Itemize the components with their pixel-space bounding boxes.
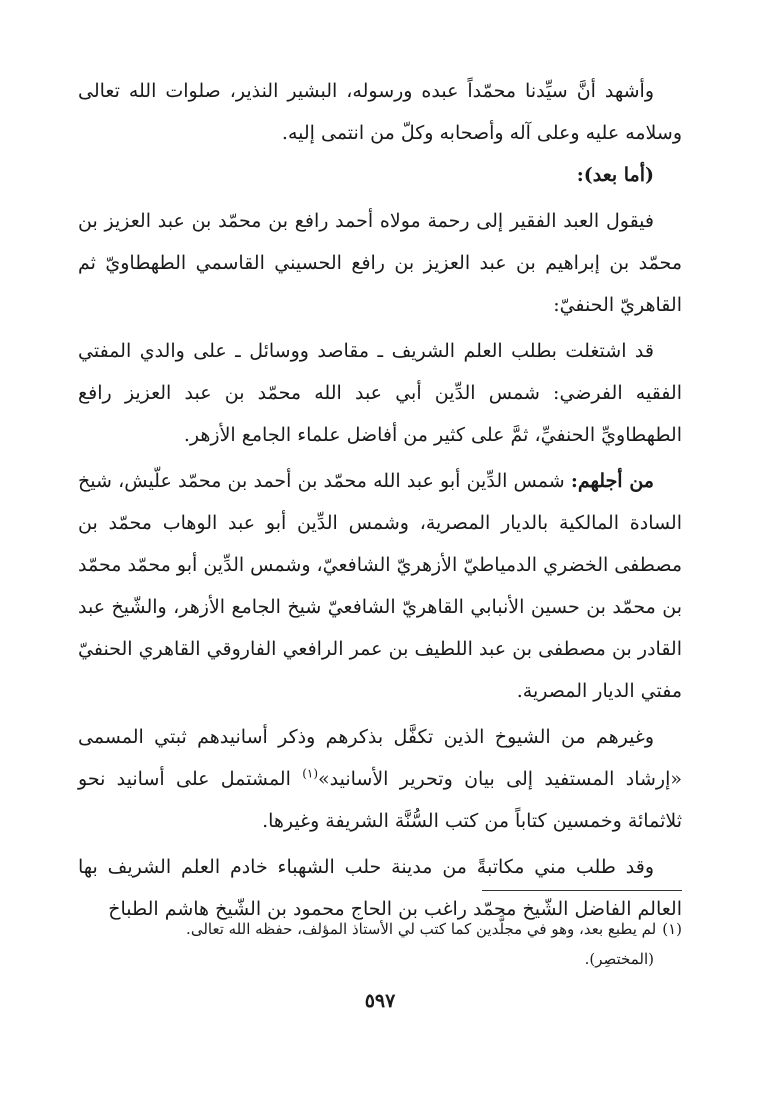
- paragraph-author-name: فيقول العبد الفقير إلى رحمة مولاه أحمد رافع بن محمّد بن عبد العزيز بن محمّد بن إبراهيم بن عبد العزيز بن رافع الحسيني القاسمي الطهطاويّ ثم القاهريّ الحنفيّ:: [78, 210, 682, 316]
- teachers-lead: من أجلهم:: [570, 470, 654, 492]
- main-text: [78, 70, 682, 930]
- paragraph-thabat: [78, 716, 682, 842]
- thabat-text-before: وغيرهم من الشيوخ الذين تكفَّل بذكرهم وذكر أسانيدهم ثبتي المسمى «إرشاد المستفيد إلى بيان وتحرير الأسانيد»: [78, 726, 682, 790]
- footnote-number: (١): [662, 920, 682, 938]
- footnote-item: [78, 914, 682, 974]
- paragraph-request: وقد طلب مني مكاتبةً من مدينة حلب الشهباء خادم العلم الشريف بها العالم الفاضل الشّيخ محمّد راغب بن الحاج محمود بن الشّيخ هاشم الطباخ: [78, 856, 682, 920]
- footnote-text: لم يطبع بعد، وهو في مجلَّدين كما كتب لي الأستاذ المؤلف، حفظه الله تعالى.: [186, 920, 657, 938]
- thabat-text-after: المشتمل على أسانيد نحو ثلاثمائة وخمسين كتاباً من كتب السُّنَّة الشريفة وغيرها.: [78, 768, 682, 832]
- footnote-divider: [482, 890, 682, 891]
- page-number: ٥٩٧: [364, 990, 396, 1012]
- paragraph-testimony: وأشهد أنَّ سيِّدنا محمّداً عبده ورسوله، البشير النذير، صلوات الله تعالى وسلامه عليه وعلى آله وأصحابه وكلّ من انتمى إليه.: [78, 80, 682, 144]
- footnote-reference: (١): [302, 766, 319, 781]
- section-heading: (أما بعد):: [576, 164, 654, 186]
- paragraph-teachers: [78, 460, 682, 712]
- teachers-text: شمس الدِّين أبو عبد الله محمّد بن أحمد بن محمّد علّيش، شيخ السادة المالكية بالديار المصرية، وشمس الدِّين أبو عبد الوهاب محمّد بن مصطفى الخضري الدمياطيّ الأزهريّ الشافعيّ، وشمس الدِّين أبو محمّد محمّد بن محمّد بن حسين الأنبابي القاهريّ الشافعيّ شيخ الجامع الأزهر، والشّيخ عبد القادر بن مصطفى بن عبد اللطيف بن عمر الرافعي الفاروقي القاهري الحنفيّ مفتي الديار المصرية.: [78, 470, 682, 702]
- footnote-attribution: (المختصِر).: [584, 950, 654, 968]
- paragraph-studies: قد اشتغلت بطلب العلم الشريف ـ مقاصد ووسائل ـ على والدي المفتي الفقيه الفرضي: شمس الدِّين أبي عبد الله محمّد بن عبد العزيز رافع الطهطاويِّ الحنفيِّ، ثمَّ على كثير من أفاضل علماء الجامع الأزهر.: [78, 340, 682, 446]
- footnotes: [78, 914, 682, 974]
